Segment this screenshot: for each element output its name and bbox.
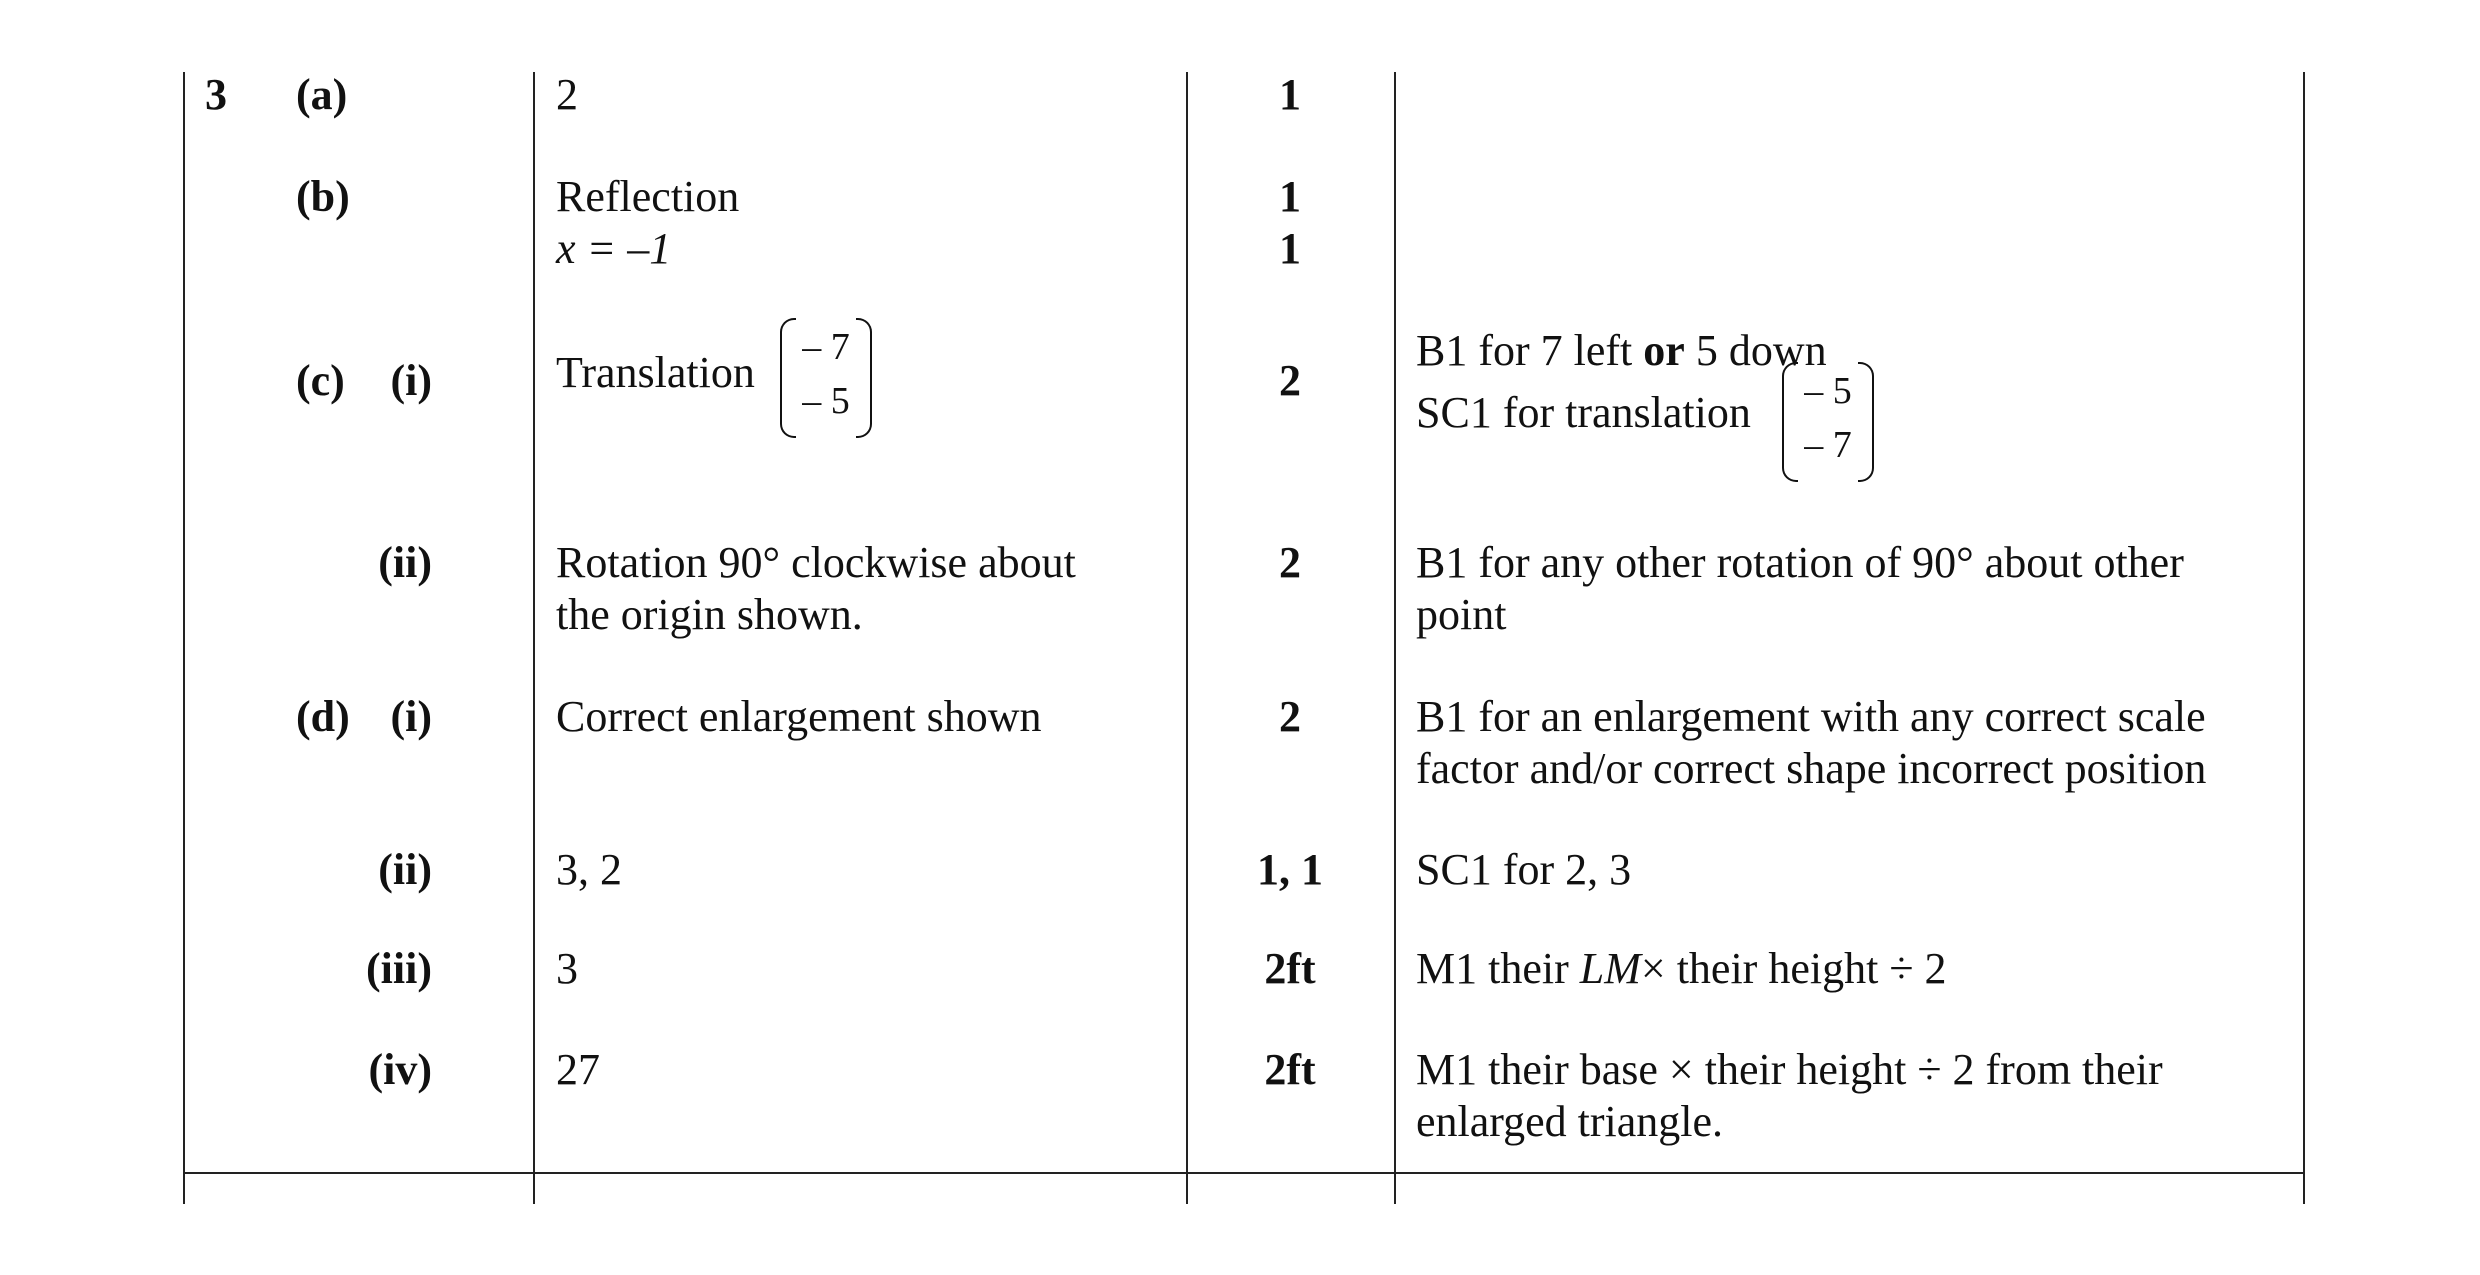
mark-value: 2: [1279, 692, 1301, 741]
column-divider-marks: [1186, 72, 1188, 1204]
answer-column-vector: [780, 316, 872, 440]
answer-text: Correct enlargement shown: [556, 692, 1042, 741]
table-right-border: [2303, 72, 2305, 1204]
guidance-note: [1416, 942, 1946, 996]
part-label: (a): [296, 70, 348, 119]
mark-value: 1, 1: [1257, 845, 1323, 894]
answer-text: 3: [556, 944, 578, 993]
mark-value: 2: [1279, 356, 1301, 405]
guidance-note: [1416, 324, 1827, 378]
guidance-note: point: [1416, 590, 1507, 639]
guidance-note: SC1 for translation: [1416, 388, 1751, 437]
vector-top: – 7: [802, 326, 850, 368]
answer-text: 27: [556, 1045, 600, 1094]
note-part: M1 their: [1416, 944, 1569, 993]
subpart-label: (iii): [366, 944, 432, 993]
note-emphasis: or: [1643, 326, 1685, 375]
answer-text: Translation: [556, 348, 755, 397]
note-variable: LM: [1579, 944, 1641, 993]
table-bottom-rule: [183, 1172, 2305, 1174]
part-label: (b): [296, 172, 350, 221]
part-label: (c): [296, 356, 345, 405]
mark-value: 2ft: [1264, 1045, 1316, 1094]
right-bracket: [1858, 362, 1874, 482]
column-divider-notes: [1394, 72, 1396, 1204]
answer-text: Rotation 90° clockwise about: [556, 538, 1076, 587]
mark-value: 2ft: [1264, 944, 1316, 993]
table-left-border: [183, 72, 185, 1204]
answer-equation: x = –1: [556, 224, 672, 273]
mark-value: 1: [1279, 224, 1301, 273]
column-divider-answer: [533, 72, 535, 1204]
note-part: × their height ÷ 2: [1640, 944, 1947, 993]
note-part: 5 down: [1695, 326, 1827, 375]
subpart-label: (iv): [368, 1045, 432, 1094]
answer-text: the origin shown.: [556, 590, 863, 639]
vector-bottom: – 7: [1804, 424, 1852, 466]
mark-value: 1: [1279, 172, 1301, 221]
guidance-note: B1 for any other rotation of 90° about other: [1416, 538, 2184, 587]
subpart-label: (i): [390, 356, 432, 405]
mark-value: 1: [1279, 70, 1301, 119]
subpart-label: (i): [390, 692, 432, 741]
part-label: (d): [296, 692, 350, 741]
question-number: 3: [205, 70, 227, 119]
guidance-note: B1 for an enlargement with any correct scale: [1416, 692, 2206, 741]
answer-text: Reflection: [556, 172, 740, 221]
answer-text: 2: [556, 70, 578, 119]
mark-value: 2: [1279, 538, 1301, 587]
subpart-label: (ii): [378, 538, 432, 587]
guidance-note: factor and/or correct shape incorrect position: [1416, 744, 2207, 793]
right-bracket: [856, 318, 872, 438]
guidance-note: M1 their base × their height ÷ 2 from their: [1416, 1045, 2163, 1094]
subpart-label: (ii): [378, 845, 432, 894]
answer-text: 3, 2: [556, 845, 622, 894]
vector-bottom: – 5: [802, 380, 850, 422]
guidance-note: enlarged triangle.: [1416, 1097, 1724, 1146]
vector-top: – 5: [1804, 370, 1852, 412]
note-part: B1 for 7 left: [1416, 326, 1633, 375]
note-column-vector: [1782, 360, 1874, 484]
guidance-note: SC1 for 2, 3: [1416, 845, 1632, 894]
